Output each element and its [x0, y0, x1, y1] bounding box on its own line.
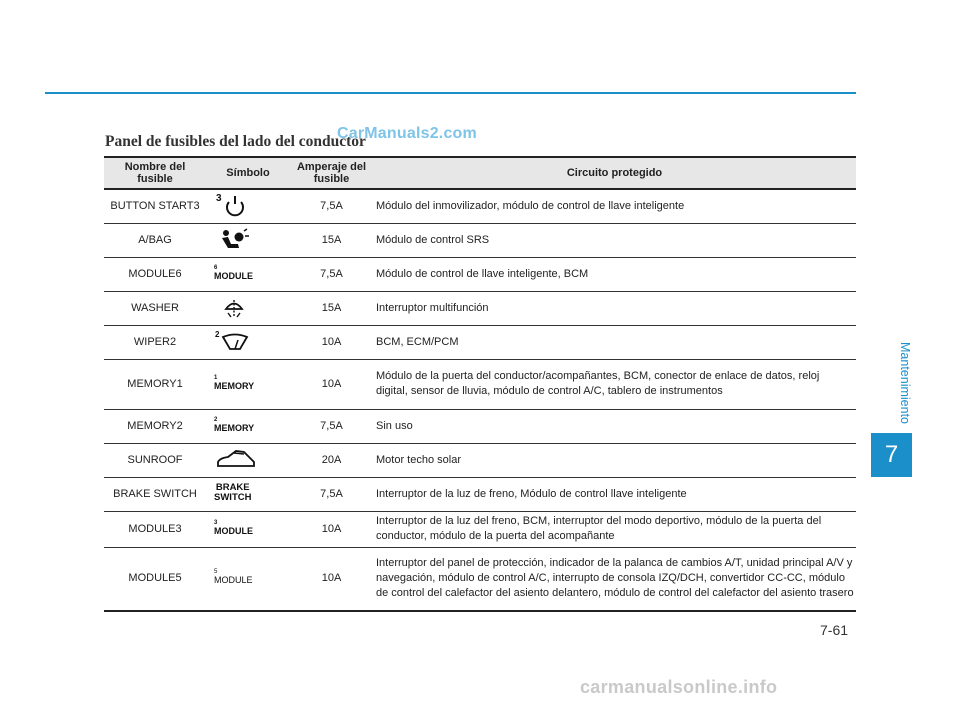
- fuse-circuit: Motor techo solar: [373, 443, 856, 477]
- table-row: [104, 477, 856, 511]
- fuse-name: BUTTON START3: [104, 189, 206, 223]
- chapter-side-label: Mantenimiento: [898, 342, 912, 424]
- fuse-name: MODULE5: [104, 547, 206, 611]
- fuse-name: MODULE6: [104, 257, 206, 291]
- fuse-name: BRAKE SWITCH: [104, 477, 206, 511]
- page-number: 7-61: [820, 622, 849, 638]
- fuse-amperage: 10A: [290, 359, 373, 409]
- fuse-name: SUNROOF: [104, 443, 206, 477]
- fuse-circuit: Interruptor multifunción: [373, 291, 856, 325]
- table-row: [104, 325, 856, 359]
- module-6-icon: 6 MODULE: [214, 264, 253, 281]
- table-row: [104, 257, 856, 291]
- fuse-circuit: Sin uso: [373, 409, 856, 443]
- table-row: [104, 223, 856, 257]
- button-start-3-icon: [214, 192, 254, 220]
- module-3-icon: 3 MODULE: [214, 519, 253, 536]
- fuse-circuit: Interruptor del panel de protección, indicador de la palanca de cambios A/T, unidad principal A/V y navegación, módulo de control A/C, interrupto de consola IZQ/DCH, convertidor CC-CC, módulo de control del calefactor del asiento delantero, módulo de control del calefactor del asiento trasero: [373, 547, 856, 611]
- table-row: [104, 291, 856, 325]
- fuse-amperage: 15A: [290, 291, 373, 325]
- sunroof-icon: [214, 447, 258, 473]
- table-row: [104, 547, 856, 611]
- fuse-amperage: 7,5A: [290, 257, 373, 291]
- fuse-name: WASHER: [104, 291, 206, 325]
- table-row: [104, 409, 856, 443]
- fuse-amperage: 10A: [290, 547, 373, 611]
- memory-1-icon: 1 MEMORY: [214, 374, 255, 391]
- watermark-top: CarManuals2.com: [337, 125, 477, 142]
- wiper-2-icon: [214, 329, 254, 355]
- fuse-amperage: 10A: [290, 511, 373, 547]
- fuse-amperage: 15A: [290, 223, 373, 257]
- fuse-circuit: Módulo de control SRS: [373, 223, 856, 257]
- fuse-amperage: 7,5A: [290, 477, 373, 511]
- table-row: [104, 443, 856, 477]
- table-row: [104, 359, 856, 409]
- airbag-icon: [214, 227, 254, 253]
- fuse-amperage: 20A: [290, 443, 373, 477]
- table-header-row: [104, 157, 856, 189]
- chapter-tab: 7: [871, 433, 912, 477]
- module-5-icon: 5 MODULE: [214, 569, 253, 586]
- washer-icon: [214, 295, 254, 321]
- header-name: Nombre del fusible: [104, 157, 206, 189]
- fuse-name: WIPER2: [104, 325, 206, 359]
- header-circuit: Circuito protegido: [373, 157, 856, 189]
- brake-switch-icon: BRAKE SWITCH: [214, 482, 252, 503]
- fuse-name: A/BAG: [104, 223, 206, 257]
- fuse-circuit: Módulo del inmovilizador, módulo de control de llave inteligente: [373, 189, 856, 223]
- table-row: [104, 189, 856, 223]
- fuse-table: [104, 156, 856, 612]
- section-title: Panel de fusibles del lado del conductor: [105, 133, 366, 150]
- fuse-circuit: BCM, ECM/PCM: [373, 325, 856, 359]
- fuse-amperage: 7,5A: [290, 189, 373, 223]
- fuse-circuit: Interruptor de la luz del freno, BCM, interruptor del modo deportivo, módulo de la puerta del conductor, módulo de la puerta del acompañante: [373, 511, 856, 547]
- header-amperage: Amperaje del fusible: [290, 157, 373, 189]
- header-symbol: Símbolo: [206, 157, 290, 189]
- fuse-name: MODULE3: [104, 511, 206, 547]
- fuse-amperage: 10A: [290, 325, 373, 359]
- fuse-circuit: Módulo de control de llave inteligente, BCM: [373, 257, 856, 291]
- fuse-amperage: 7,5A: [290, 409, 373, 443]
- fuse-name: MEMORY2: [104, 409, 206, 443]
- table-row: [104, 511, 856, 547]
- top-rule: [45, 92, 856, 94]
- svg-text:3: 3: [216, 193, 222, 205]
- footer-watermark: carmanualsonline.info: [580, 677, 778, 697]
- memory-2-icon: 2 MEMORY: [214, 416, 255, 433]
- fuse-name: MEMORY1: [104, 359, 206, 409]
- fuse-circuit: Interruptor de la luz de freno, Módulo de control llave inteligente: [373, 477, 856, 511]
- fuse-circuit: Módulo de la puerta del conductor/acompañantes, BCM, conector de enlace de datos, reloj digital, sensor de lluvia, módulo de control A/C, tablero de instrumentos: [373, 359, 856, 409]
- svg-text:2: 2: [215, 330, 220, 339]
